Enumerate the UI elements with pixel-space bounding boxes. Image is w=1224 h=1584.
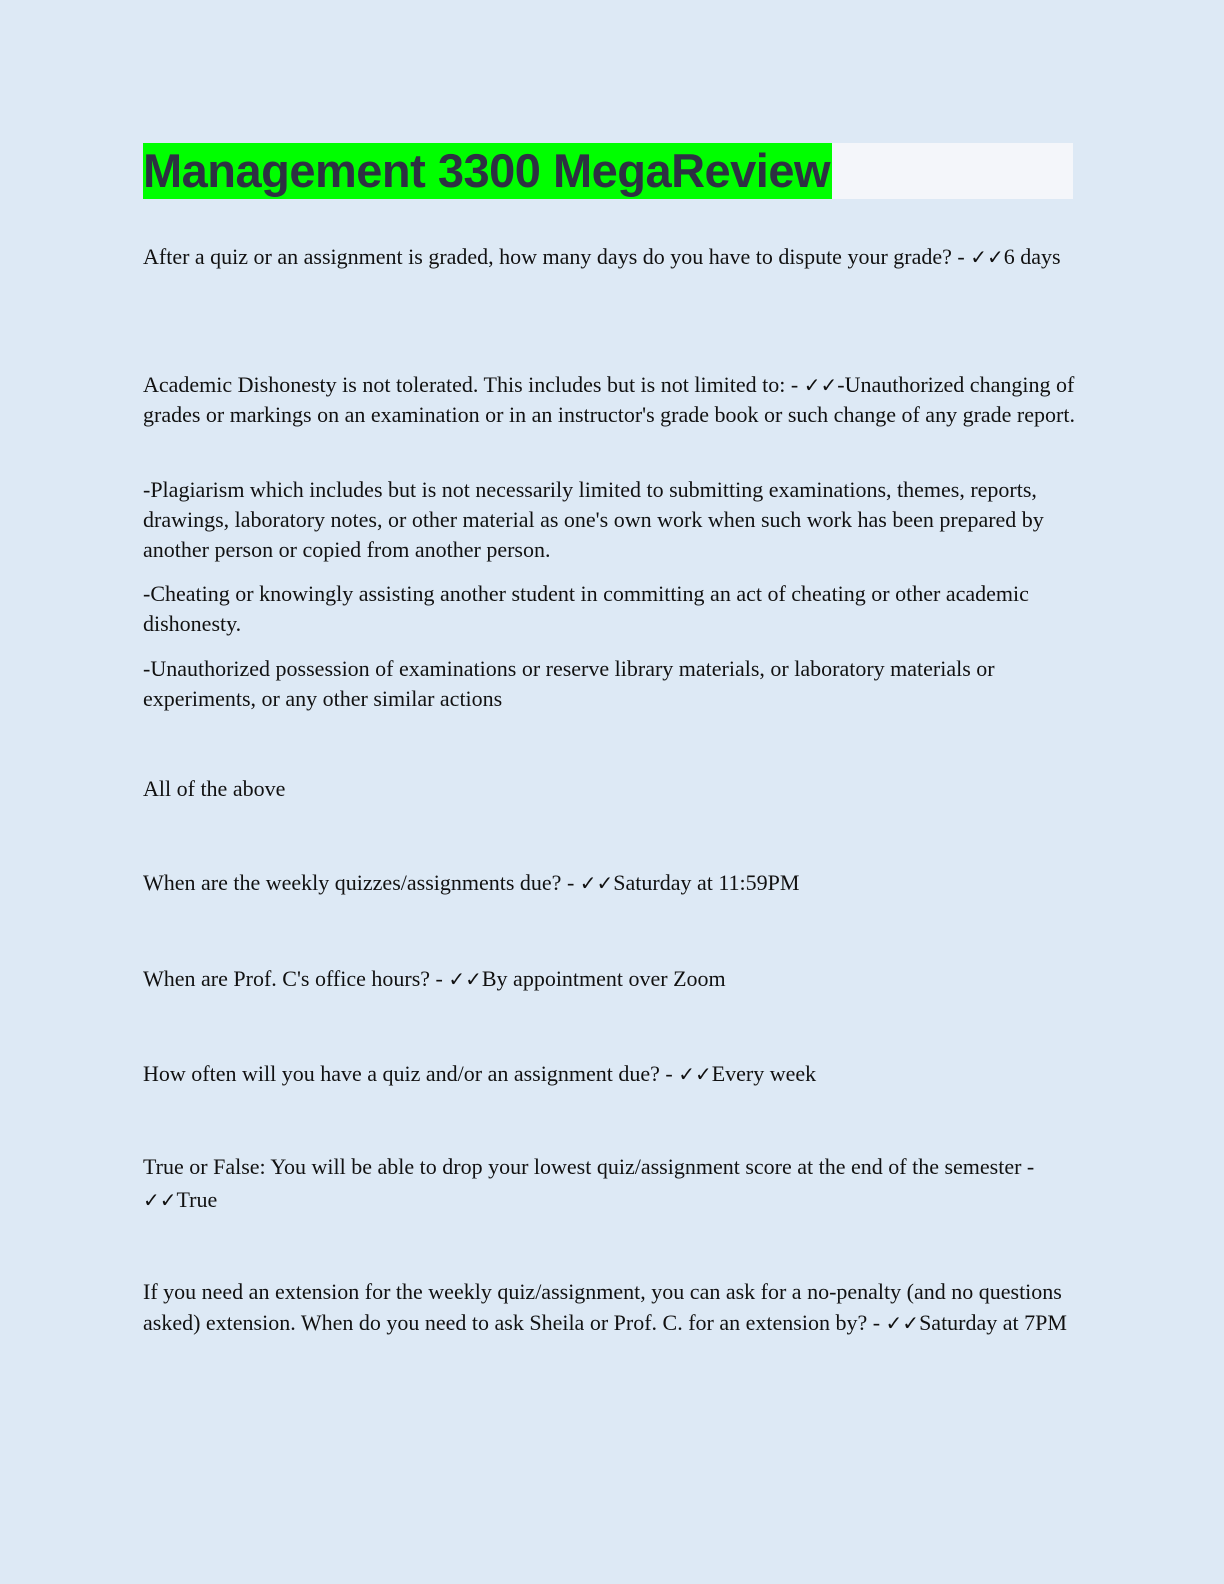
- double-check-icon: ✓✓: [803, 373, 838, 397]
- qa-item: [143, 1059, 1078, 1089]
- qa-item: [143, 1150, 1078, 1217]
- question: When are Prof. C's office hours? -: [143, 966, 443, 991]
- qa-item: [143, 964, 1078, 994]
- answer: Saturday at 11:59PM: [613, 870, 800, 895]
- double-check-icon: ✓✓: [143, 1188, 177, 1212]
- answer: Saturday at 7PM: [919, 1309, 1067, 1335]
- qa-item: [143, 370, 1078, 430]
- answer: True: [176, 1187, 218, 1212]
- answer-option: All of the above: [143, 776, 286, 801]
- question: If you need an extension for the weekly quiz/assignment, you can ask for a no-penalty (and no questions asked) extension. When do you need to ask Sheila or Prof. C. for an extension by? -: [143, 1279, 1062, 1335]
- question: Academic Dishonesty is not tolerated. This includes but is not limited to: -: [143, 372, 799, 397]
- answer: 6 days: [1003, 244, 1061, 269]
- qa-item: [143, 241, 1078, 273]
- page-title: Management 3300 MegaReview: [143, 144, 831, 197]
- answer: -Unauthorized changing of grades or markings on an examination or in an instructor's grade book or such change of any grade report.: [143, 372, 1075, 427]
- question: True or False: You will be able to drop your lowest quiz/assignment score at the end of the semester -: [143, 1154, 1035, 1179]
- double-check-icon: ✓✓: [885, 1310, 920, 1335]
- double-check-icon: ✓✓: [970, 245, 1004, 269]
- question: How often will you have a quiz and/or an assignment due? -: [143, 1061, 673, 1086]
- qa-item: [143, 868, 1078, 898]
- answer: By appointment over Zoom: [481, 966, 726, 991]
- answer-option: -Cheating or knowingly assisting another student in committing an act of cheating or other academic dishonesty.: [143, 581, 1029, 636]
- question: After a quiz or an assignment is graded, how many days do you have to dispute your grade? -: [143, 244, 965, 269]
- double-check-icon: ✓✓: [448, 967, 482, 991]
- qa-item: [143, 1277, 1078, 1338]
- answer-option: -Plagiarism which includes but is not necessarily limited to submitting examinations, themes, reports, drawings, laboratory notes, or other material as one's own work when such work has been prepared by another person or copied from another person.: [143, 477, 1044, 562]
- question: When are the weekly quizzes/assignments due? -: [143, 870, 575, 895]
- answer: Every week: [711, 1061, 817, 1086]
- double-check-icon: ✓✓: [579, 871, 614, 895]
- answer-option: -Unauthorized possession of examinations or reserve library materials, or laboratory materials or experiments, or any other similar actions: [143, 656, 995, 711]
- double-check-icon: ✓✓: [678, 1062, 712, 1086]
